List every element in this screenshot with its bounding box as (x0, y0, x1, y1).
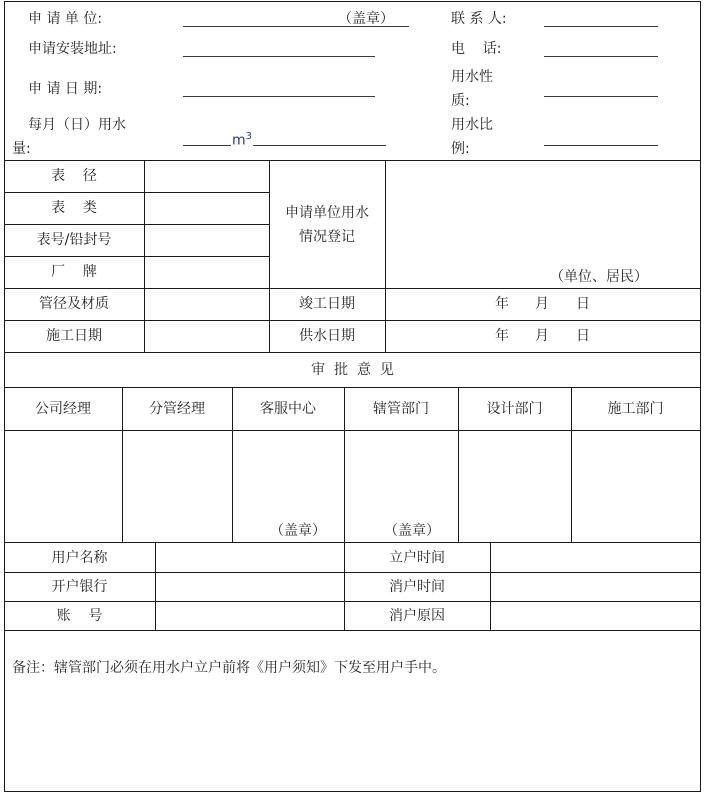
usage-registration-note: （单位、居民） (550, 269, 648, 285)
install-address-field[interactable] (183, 56, 375, 57)
meter-serial-label: 表号/铅封号 (36, 232, 112, 248)
rule (4, 387, 701, 388)
supply-month: 月 (535, 328, 549, 344)
seal-note: （盖章） (338, 11, 394, 27)
rule (4, 224, 269, 225)
rule (4, 352, 701, 353)
rule (700, 1, 701, 792)
remark-text: 备注：辖管部门必须在用水户立户前将《用户须知》下发至用户手中。 (12, 660, 446, 676)
build-date-label: 施工日期 (46, 328, 102, 344)
rule (144, 160, 145, 352)
approval-col-company-manager: 公司经理 (35, 401, 91, 417)
water-nature-label-cont: 质: (451, 93, 470, 109)
approval-col-construction: 施工部门 (607, 401, 664, 417)
approval-title: 审 批 意 见 (311, 362, 394, 378)
water-nature-field[interactable] (544, 96, 658, 97)
supply-day: 日 (576, 328, 590, 344)
pipe-material-label: 管径及材质 (39, 296, 109, 312)
rule (4, 320, 701, 321)
phone-field[interactable] (544, 56, 658, 57)
usage-registration-label: 申请单位用水 (285, 205, 369, 221)
rule (4, 791, 701, 792)
supply-date-label: 供水日期 (299, 328, 355, 344)
rule (4, 1, 5, 792)
completion-day: 日 (576, 296, 590, 312)
account-number-label: 账 号 (56, 608, 103, 624)
completion-date-label: 竣工日期 (299, 296, 355, 312)
rule (4, 572, 701, 573)
meter-maker-label: 厂 牌 (51, 264, 97, 280)
rule (155, 542, 156, 630)
rule (490, 542, 491, 630)
meter-diameter-label: 表 径 (51, 168, 97, 184)
rule (385, 160, 386, 352)
install-address-label: 申请安装地址: (28, 41, 117, 57)
cubic-meter-unit (231, 128, 253, 150)
user-name-label: 用户名称 (51, 550, 108, 566)
approval-col-jurisdiction: 辖管部门 (373, 401, 429, 417)
contact-field[interactable] (544, 26, 658, 27)
rule (4, 256, 269, 257)
approval-col-service-center: 客服中心 (260, 401, 316, 417)
water-ratio-label-cont: 例: (451, 141, 470, 157)
rule (4, 1, 701, 2)
applicant-unit-label: 申 请 单 位: (28, 11, 103, 27)
apply-date-field[interactable] (183, 96, 375, 97)
service-center-seal: （盖章） (270, 523, 326, 539)
water-ratio-field[interactable] (544, 145, 658, 146)
monthly-usage-label-cont: 量: (12, 141, 31, 157)
rule (4, 430, 701, 431)
completion-month: 月 (535, 296, 549, 312)
contact-label: 联 系 人: (451, 11, 507, 27)
water-nature-label: 用水性 (451, 69, 493, 85)
close-time-label: 消户时间 (389, 579, 445, 595)
rule (4, 542, 701, 543)
unit-sup: 3 (245, 131, 253, 142)
rule (4, 630, 701, 631)
rule (4, 192, 269, 193)
phone-label: 电 话: (451, 41, 502, 57)
rule (4, 601, 701, 602)
approval-col-design: 设计部门 (486, 401, 543, 417)
close-reason-label: 消户原因 (389, 608, 445, 624)
apply-date-label: 申 请 日 期: (28, 81, 103, 97)
monthly-usage-field[interactable] (183, 145, 386, 146)
completion-year: 年 (495, 296, 509, 312)
unit-m: m (232, 132, 246, 149)
approval-col-deputy-manager: 分管经理 (149, 401, 205, 417)
meter-type-label: 表 类 (51, 200, 97, 216)
supply-year: 年 (495, 328, 509, 344)
rule (4, 288, 701, 289)
monthly-usage-label: 每月（日）用水 (28, 117, 126, 133)
rule (4, 160, 701, 161)
water-ratio-label: 用水比 (451, 117, 493, 133)
usage-registration-label-cont: 情况登记 (299, 229, 355, 245)
open-time-label: 立户时间 (389, 550, 445, 566)
bank-label: 开户银行 (51, 579, 108, 595)
jurisdiction-seal: （盖章） (384, 523, 440, 539)
rule (269, 160, 270, 352)
